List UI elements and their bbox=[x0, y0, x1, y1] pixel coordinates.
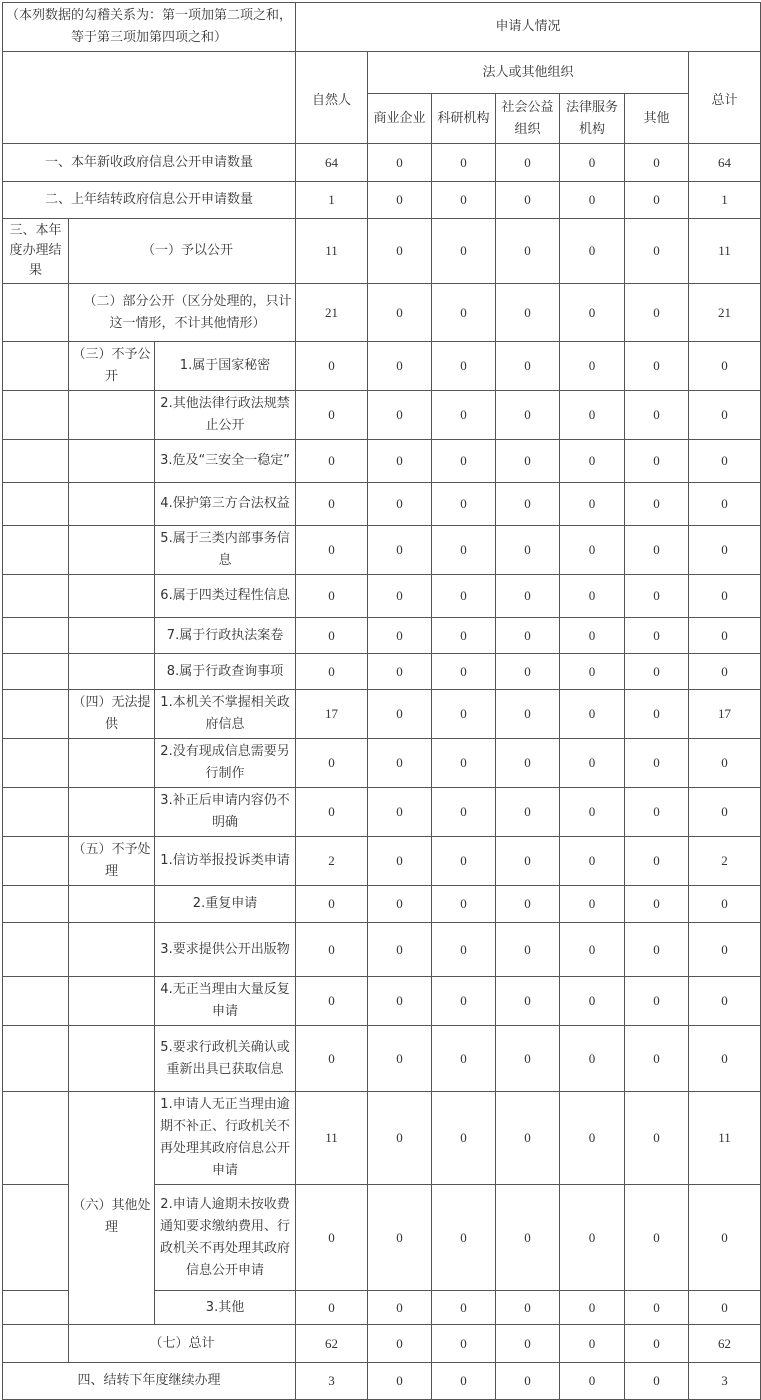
value-cell: 0 bbox=[689, 977, 761, 1026]
value-cell: 0 bbox=[689, 923, 761, 977]
value-cell: 0 bbox=[625, 526, 689, 575]
value-cell: 0 bbox=[689, 1185, 761, 1291]
value-cell: 0 bbox=[560, 284, 625, 342]
row-item bbox=[3, 1026, 761, 1092]
value-cell: 0 bbox=[560, 575, 625, 618]
value-cell: 0 bbox=[296, 391, 368, 440]
value-cell: 0 bbox=[432, 483, 496, 526]
empty-cell bbox=[69, 886, 155, 923]
row-item bbox=[3, 923, 761, 977]
row-new-requests bbox=[3, 144, 761, 182]
value-cell: 0 bbox=[560, 219, 625, 284]
empty-cell bbox=[69, 575, 155, 618]
item-label: 5.要求行政机关确认或重新出具已获取信息 bbox=[155, 1026, 296, 1092]
value-cell: 0 bbox=[496, 391, 560, 440]
value-cell: 11 bbox=[296, 1092, 368, 1185]
value-cell: 0 bbox=[368, 1291, 432, 1325]
value-cell: 0 bbox=[432, 1185, 496, 1291]
value-cell: 0 bbox=[560, 654, 625, 690]
value-cell: 0 bbox=[560, 690, 625, 739]
value-cell: 62 bbox=[296, 1325, 368, 1363]
item-label: 7.属于行政执法案卷 bbox=[155, 618, 296, 654]
value-cell: 0 bbox=[496, 1092, 560, 1185]
value-cell: 0 bbox=[496, 575, 560, 618]
value-cell: 0 bbox=[368, 977, 432, 1026]
value-cell: 0 bbox=[625, 977, 689, 1026]
value-cell: 0 bbox=[560, 182, 625, 219]
value-cell: 0 bbox=[560, 1092, 625, 1185]
group-label: （六）其他处理 bbox=[69, 1092, 155, 1325]
row-item bbox=[3, 654, 761, 690]
value-cell: 0 bbox=[689, 886, 761, 923]
header-natural-person: 自然人 bbox=[296, 52, 368, 144]
value-cell: 0 bbox=[689, 342, 761, 391]
value-cell: 0 bbox=[368, 144, 432, 182]
value-cell: 0 bbox=[560, 886, 625, 923]
value-cell: 64 bbox=[689, 144, 761, 182]
value-cell: 0 bbox=[496, 837, 560, 886]
empty-cell bbox=[3, 739, 69, 788]
item-label: 2.没有现成信息需要另行制作 bbox=[155, 739, 296, 788]
value-cell: 0 bbox=[496, 739, 560, 788]
row-item bbox=[3, 886, 761, 923]
value-cell: 0 bbox=[432, 1026, 496, 1092]
value-cell: 0 bbox=[560, 923, 625, 977]
value-cell: 0 bbox=[560, 440, 625, 483]
value-cell: 0 bbox=[625, 219, 689, 284]
row-item bbox=[3, 788, 761, 837]
value-cell: 0 bbox=[432, 526, 496, 575]
header-sub-column: 商业企业 bbox=[368, 94, 432, 144]
value-cell: 0 bbox=[560, 144, 625, 182]
value-cell: 0 bbox=[496, 1325, 560, 1363]
value-cell: 1 bbox=[689, 182, 761, 219]
value-cell: 2 bbox=[296, 837, 368, 886]
item-label: 3.补正后申请内容仍不明确 bbox=[155, 788, 296, 837]
value-cell: 11 bbox=[689, 219, 761, 284]
value-cell: 64 bbox=[296, 144, 368, 182]
value-cell: 21 bbox=[296, 284, 368, 342]
empty-cell bbox=[3, 440, 69, 483]
empty-cell bbox=[3, 654, 69, 690]
value-cell: 0 bbox=[432, 618, 496, 654]
value-cell: 0 bbox=[625, 391, 689, 440]
empty-cell bbox=[3, 690, 69, 739]
item-label: 3.危及“三安全一稳定” bbox=[155, 440, 296, 483]
item-label: 6.属于四类过程性信息 bbox=[155, 575, 296, 618]
value-cell: 0 bbox=[689, 788, 761, 837]
row-item bbox=[3, 391, 761, 440]
value-cell: 11 bbox=[296, 219, 368, 284]
value-cell: 0 bbox=[625, 575, 689, 618]
value-cell: 0 bbox=[496, 1363, 560, 1400]
value-cell: 0 bbox=[496, 219, 560, 284]
empty-cell bbox=[69, 391, 155, 440]
row-item bbox=[3, 690, 761, 739]
value-cell: 0 bbox=[368, 1363, 432, 1400]
value-cell: 0 bbox=[368, 1325, 432, 1363]
value-cell: 0 bbox=[625, 342, 689, 391]
empty-cell bbox=[3, 391, 69, 440]
value-cell: 0 bbox=[625, 886, 689, 923]
row-partial bbox=[3, 284, 761, 342]
item-label: 3.要求提供公开出版物 bbox=[155, 923, 296, 977]
value-cell: 0 bbox=[368, 690, 432, 739]
value-cell: 0 bbox=[432, 1291, 496, 1325]
empty-cell bbox=[69, 526, 155, 575]
value-cell: 0 bbox=[296, 886, 368, 923]
value-cell: 0 bbox=[625, 440, 689, 483]
empty-cell bbox=[69, 618, 155, 654]
value-cell: 0 bbox=[625, 1026, 689, 1092]
empty-cell bbox=[3, 342, 69, 391]
value-cell: 0 bbox=[625, 1325, 689, 1363]
item-label: 2.其他法律行政法规禁止公开 bbox=[155, 391, 296, 440]
value-cell: 0 bbox=[496, 182, 560, 219]
value-cell: 0 bbox=[689, 739, 761, 788]
value-cell: 0 bbox=[496, 788, 560, 837]
row-item bbox=[3, 837, 761, 886]
row-label-results: 三、本年度办理结果 bbox=[3, 219, 69, 284]
value-cell: 0 bbox=[560, 1325, 625, 1363]
value-cell: 3 bbox=[296, 1363, 368, 1400]
value-cell: 0 bbox=[368, 526, 432, 575]
value-cell: 0 bbox=[432, 977, 496, 1026]
value-cell: 0 bbox=[368, 1092, 432, 1185]
value-cell: 0 bbox=[560, 1291, 625, 1325]
empty-cell bbox=[3, 886, 69, 923]
header-sub-column: 其他 bbox=[625, 94, 689, 144]
row-label: （一）予以公开 bbox=[69, 219, 296, 284]
empty-cell bbox=[3, 923, 69, 977]
value-cell: 0 bbox=[625, 739, 689, 788]
header-row-2 bbox=[3, 52, 761, 94]
value-cell: 0 bbox=[560, 788, 625, 837]
row-label: 一、本年新收政府信息公开申请数量 bbox=[3, 144, 296, 182]
row-item bbox=[3, 977, 761, 1026]
value-cell: 0 bbox=[625, 1291, 689, 1325]
value-cell: 0 bbox=[625, 1185, 689, 1291]
value-cell: 0 bbox=[496, 886, 560, 923]
value-cell: 0 bbox=[432, 342, 496, 391]
value-cell: 0 bbox=[368, 342, 432, 391]
item-label: 1.属于国家秘密 bbox=[155, 342, 296, 391]
value-cell: 0 bbox=[689, 1026, 761, 1092]
item-label: 1.本机关不掌握相关政府信息 bbox=[155, 690, 296, 739]
value-cell: 0 bbox=[432, 923, 496, 977]
group-label: （五）不予处理 bbox=[69, 837, 155, 886]
value-cell: 0 bbox=[368, 923, 432, 977]
value-cell: 0 bbox=[560, 1026, 625, 1092]
value-cell: 0 bbox=[689, 440, 761, 483]
item-label: 1.申请人无正当理由逾期不补正、行政机关不再处理其政府信息公开申请 bbox=[155, 1092, 296, 1185]
value-cell: 0 bbox=[368, 284, 432, 342]
header-total: 总计 bbox=[689, 52, 761, 144]
empty-cell bbox=[3, 1092, 69, 1185]
value-cell: 0 bbox=[432, 440, 496, 483]
value-cell: 0 bbox=[689, 483, 761, 526]
value-cell: 0 bbox=[368, 575, 432, 618]
value-cell: 1 bbox=[296, 182, 368, 219]
value-cell: 0 bbox=[560, 391, 625, 440]
value-cell: 0 bbox=[560, 1185, 625, 1291]
value-cell: 0 bbox=[296, 923, 368, 977]
row-item bbox=[3, 526, 761, 575]
value-cell: 0 bbox=[368, 1185, 432, 1291]
value-cell: 0 bbox=[296, 440, 368, 483]
value-cell: 0 bbox=[625, 144, 689, 182]
value-cell: 0 bbox=[432, 690, 496, 739]
value-cell: 0 bbox=[496, 1026, 560, 1092]
empty-cell bbox=[69, 654, 155, 690]
value-cell: 0 bbox=[432, 575, 496, 618]
empty-cell bbox=[69, 1026, 155, 1092]
value-cell: 0 bbox=[496, 618, 560, 654]
empty-cell bbox=[3, 788, 69, 837]
value-cell: 0 bbox=[432, 219, 496, 284]
item-label: 3.其他 bbox=[155, 1291, 296, 1325]
value-cell: 0 bbox=[496, 144, 560, 182]
value-cell: 0 bbox=[432, 1092, 496, 1185]
empty-cell bbox=[69, 788, 155, 837]
value-cell: 0 bbox=[625, 483, 689, 526]
empty-cell bbox=[3, 837, 69, 886]
value-cell: 3 bbox=[689, 1363, 761, 1400]
item-label: 2.重复申请 bbox=[155, 886, 296, 923]
value-cell: 0 bbox=[296, 788, 368, 837]
value-cell: 0 bbox=[296, 1185, 368, 1291]
item-label: 8.属于行政查询事项 bbox=[155, 654, 296, 690]
value-cell: 0 bbox=[296, 483, 368, 526]
empty-cell bbox=[3, 575, 69, 618]
header-sub-column: 科研机构 bbox=[432, 94, 496, 144]
row-label: 四、结转下年度继续办理 bbox=[3, 1363, 296, 1400]
value-cell: 0 bbox=[625, 1092, 689, 1185]
value-cell: 0 bbox=[296, 342, 368, 391]
row-carried-over bbox=[3, 182, 761, 219]
value-cell: 0 bbox=[560, 739, 625, 788]
empty-cell bbox=[3, 284, 69, 342]
value-cell: 0 bbox=[625, 284, 689, 342]
value-cell: 0 bbox=[432, 837, 496, 886]
row-carry-forward bbox=[3, 1363, 761, 1400]
value-cell: 0 bbox=[625, 1363, 689, 1400]
value-cell: 0 bbox=[560, 526, 625, 575]
item-label: 1.信访举报投诉类申请 bbox=[155, 837, 296, 886]
value-cell: 0 bbox=[625, 618, 689, 654]
value-cell: 0 bbox=[689, 575, 761, 618]
row-label: （二）部分公开（区分处理的，只计这一情形，不计其他情形） bbox=[69, 284, 296, 342]
empty-cell bbox=[69, 440, 155, 483]
value-cell: 0 bbox=[368, 739, 432, 788]
empty-cell bbox=[69, 483, 155, 526]
value-cell: 0 bbox=[296, 977, 368, 1026]
value-cell: 0 bbox=[496, 977, 560, 1026]
empty-cell bbox=[69, 739, 155, 788]
value-cell: 17 bbox=[296, 690, 368, 739]
empty-cell bbox=[3, 483, 69, 526]
empty-cell bbox=[3, 526, 69, 575]
value-cell: 0 bbox=[625, 837, 689, 886]
row-item bbox=[3, 618, 761, 654]
value-cell: 0 bbox=[496, 690, 560, 739]
empty-cell bbox=[3, 1325, 69, 1363]
value-cell: 0 bbox=[625, 654, 689, 690]
value-cell: 0 bbox=[496, 654, 560, 690]
group-label: （三）不予公开 bbox=[69, 342, 155, 391]
empty-cell bbox=[69, 977, 155, 1026]
value-cell: 0 bbox=[432, 788, 496, 837]
value-cell: 0 bbox=[368, 1026, 432, 1092]
value-cell: 0 bbox=[296, 654, 368, 690]
value-cell: 0 bbox=[368, 886, 432, 923]
value-cell: 0 bbox=[296, 1026, 368, 1092]
value-cell: 0 bbox=[368, 483, 432, 526]
value-cell: 17 bbox=[689, 690, 761, 739]
value-cell: 0 bbox=[368, 837, 432, 886]
item-label: 4.无正当理由大量反复申请 bbox=[155, 977, 296, 1026]
value-cell: 0 bbox=[432, 654, 496, 690]
value-cell: 0 bbox=[296, 526, 368, 575]
value-cell: 0 bbox=[496, 1185, 560, 1291]
value-cell: 0 bbox=[368, 788, 432, 837]
value-cell: 0 bbox=[560, 342, 625, 391]
value-cell: 0 bbox=[432, 886, 496, 923]
value-cell: 0 bbox=[296, 739, 368, 788]
value-cell: 0 bbox=[689, 391, 761, 440]
value-cell: 0 bbox=[496, 342, 560, 391]
empty-cell bbox=[69, 923, 155, 977]
value-cell: 0 bbox=[625, 690, 689, 739]
value-cell: 0 bbox=[496, 526, 560, 575]
value-cell: 0 bbox=[496, 483, 560, 526]
row-disclose bbox=[3, 219, 761, 284]
empty-cell bbox=[3, 1185, 69, 1291]
group-label: （四）无法提供 bbox=[69, 690, 155, 739]
row-label: （七）总计 bbox=[69, 1325, 296, 1363]
row-label: 二、上年结转政府信息公开申请数量 bbox=[3, 182, 296, 219]
empty-cell bbox=[3, 1291, 69, 1325]
row-item bbox=[3, 1092, 761, 1185]
value-cell: 0 bbox=[689, 618, 761, 654]
value-cell: 0 bbox=[368, 182, 432, 219]
value-cell: 0 bbox=[368, 219, 432, 284]
row-item bbox=[3, 342, 761, 391]
value-cell: 0 bbox=[432, 1325, 496, 1363]
value-cell: 0 bbox=[689, 526, 761, 575]
value-cell: 0 bbox=[368, 391, 432, 440]
empty-cell bbox=[3, 618, 69, 654]
header-sub-column: 法律服务机构 bbox=[560, 94, 625, 144]
value-cell: 0 bbox=[296, 618, 368, 654]
item-label: 4.保护第三方合法权益 bbox=[155, 483, 296, 526]
empty-cell bbox=[3, 1026, 69, 1092]
value-cell: 0 bbox=[625, 923, 689, 977]
value-cell: 2 bbox=[689, 837, 761, 886]
header-row-1 bbox=[3, 3, 761, 52]
value-cell: 0 bbox=[689, 654, 761, 690]
value-cell: 0 bbox=[296, 575, 368, 618]
value-cell: 11 bbox=[689, 1092, 761, 1185]
value-cell: 0 bbox=[496, 923, 560, 977]
header-legal-org: 法人或其他组织 bbox=[368, 52, 689, 94]
value-cell: 0 bbox=[625, 788, 689, 837]
value-cell: 21 bbox=[689, 284, 761, 342]
row-item bbox=[3, 739, 761, 788]
value-cell: 0 bbox=[560, 977, 625, 1026]
value-cell: 0 bbox=[432, 284, 496, 342]
header-note: （本列数据的勾稽关系为：第一项加第二项之和，等于第三项加第四项之和） bbox=[3, 3, 296, 52]
header-sub-column: 社会公益组织 bbox=[496, 94, 560, 144]
row-item bbox=[3, 483, 761, 526]
value-cell: 0 bbox=[432, 739, 496, 788]
item-label: 2.申请人逾期未按收费通知要求缴纳费用、行政机关不再处理其政府信息公开申请 bbox=[155, 1185, 296, 1291]
value-cell: 0 bbox=[432, 1363, 496, 1400]
value-cell: 0 bbox=[432, 144, 496, 182]
value-cell: 0 bbox=[496, 1291, 560, 1325]
value-cell: 0 bbox=[368, 440, 432, 483]
value-cell: 0 bbox=[432, 182, 496, 219]
value-cell: 0 bbox=[625, 182, 689, 219]
value-cell: 0 bbox=[560, 618, 625, 654]
value-cell: 0 bbox=[496, 284, 560, 342]
row-subtotal bbox=[3, 1325, 761, 1363]
value-cell: 0 bbox=[689, 1291, 761, 1325]
value-cell: 0 bbox=[560, 1363, 625, 1400]
header-applicant: 申请人情况 bbox=[296, 3, 761, 52]
empty-cell bbox=[3, 977, 69, 1026]
item-label: 5.属于三类内部事务信息 bbox=[155, 526, 296, 575]
value-cell: 0 bbox=[496, 440, 560, 483]
value-cell: 0 bbox=[368, 654, 432, 690]
value-cell: 0 bbox=[368, 618, 432, 654]
value-cell: 0 bbox=[560, 483, 625, 526]
value-cell: 0 bbox=[296, 1291, 368, 1325]
value-cell: 0 bbox=[432, 391, 496, 440]
header-empty bbox=[3, 52, 296, 144]
value-cell: 0 bbox=[560, 837, 625, 886]
row-item bbox=[3, 440, 761, 483]
gov-info-disclosure-table bbox=[2, 2, 761, 1400]
value-cell: 62 bbox=[689, 1325, 761, 1363]
row-item bbox=[3, 575, 761, 618]
